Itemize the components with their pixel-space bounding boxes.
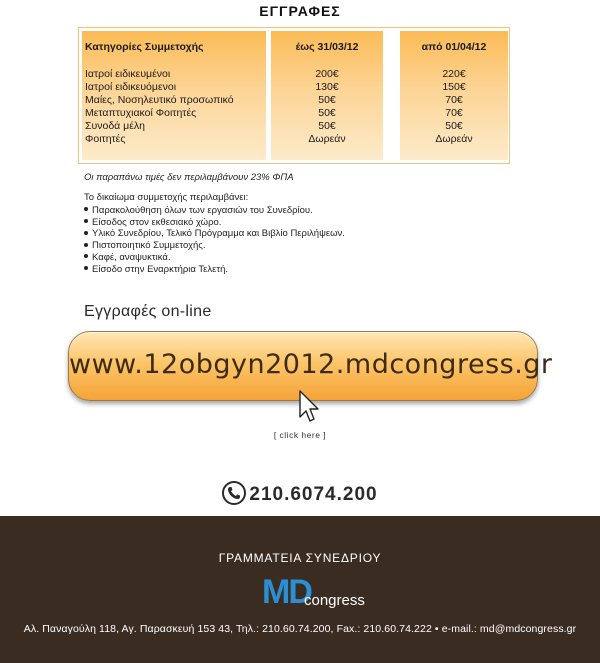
- row-early-fee: 50€: [318, 107, 336, 119]
- row-category: Μεταπτυχιακοί Φοιτητές: [85, 107, 197, 119]
- footer: [0, 516, 600, 663]
- click-here-link[interactable]: [ click here ]: [273, 430, 327, 440]
- row-late-fee: Δωρεάν: [435, 133, 473, 145]
- row-late-fee: 220€: [442, 68, 466, 80]
- bullet-icon: [84, 266, 88, 270]
- phone-number: [0, 483, 600, 507]
- list-item: Καφέ, αναψυκτικά.: [84, 252, 345, 264]
- bullet-icon: [84, 231, 88, 235]
- online-registration-title: Εγγραφές on-line: [84, 303, 212, 320]
- header-category: Κατηγορίες Συμμετοχής: [85, 41, 204, 53]
- header-early: έως 31/03/12: [295, 41, 359, 53]
- row-early-fee: 50€: [318, 94, 336, 106]
- row-late-fee: 70€: [445, 94, 463, 106]
- row-category: Συνοδά μέλη: [85, 120, 145, 132]
- list-item: Είσοδος στον εκθεσιακό χώρο.: [84, 217, 345, 229]
- secretariat-title: ΓΡΑΜΜΑΤΕΙΑ ΣΥΝΕΔΡΙΟΥ: [218, 551, 382, 565]
- phone-number-text: 210.6074.200: [249, 484, 378, 506]
- bullet-icon: [84, 207, 88, 211]
- row-category: Μαίες, Νοσηλευτικό προσωπικό: [85, 94, 234, 106]
- row-early-fee: 130€: [315, 81, 339, 93]
- row-category: Ιατροί ειδικευμένοι: [85, 68, 171, 80]
- contact-address: Αλ. Παναγούλη 118, Αγ. Παρασκευή 153 43, Τηλ.: 210.60.74.200, Fax.: 210.60.74.222 • e-mail.: md@mdcongress.gr: [23, 623, 577, 635]
- mdcongress-logo: MD congress: [262, 573, 365, 611]
- row-late-fee: 50€: [445, 120, 463, 132]
- vat-note: Οι παραπάνω τιμές δεν περιλαμβάνουν 23% ΦΠΑ: [84, 172, 294, 183]
- phone-icon: [222, 481, 246, 505]
- page-title: ΕΓΓΡΑΦΕΣ: [259, 3, 341, 19]
- bullet-icon: [84, 219, 88, 223]
- includes-list: [84, 205, 345, 275]
- list-item: Υλικό Συνεδρίου, Τελικό Πρόγραμμα και Βιβλίο Περιλήψεων.: [84, 228, 345, 240]
- mouse-cursor-icon: [298, 390, 322, 426]
- registration-url-label: www.12obgyn2012.mdcongress.gr: [69, 349, 553, 380]
- list-item: Πιστοποιητικό Συμμετοχής.: [84, 240, 345, 252]
- fees-table: [78, 27, 510, 164]
- row-category: Ιατροί ειδικευόμενοι: [85, 81, 177, 93]
- row-early-fee: 200€: [315, 68, 339, 80]
- bullet-icon: [84, 254, 88, 258]
- row-late-fee: 150€: [442, 81, 466, 93]
- row-early-fee: 50€: [318, 120, 336, 132]
- row-early-fee: Δωρεάν: [308, 133, 346, 145]
- header-late: από 01/04/12: [421, 41, 487, 53]
- includes-title: Το δικαίωμα συμμετοχής περιλαμβάνει:: [84, 192, 249, 203]
- list-item: Είσοδο στην Εναρκτήρια Τελετή.: [84, 264, 345, 276]
- bullet-icon: [84, 243, 88, 247]
- row-category: Φοιτητές: [85, 133, 126, 145]
- row-late-fee: 70€: [445, 107, 463, 119]
- list-item: Παρακολούθηση όλων των εργασιών του Συνεδρίου.: [84, 205, 345, 217]
